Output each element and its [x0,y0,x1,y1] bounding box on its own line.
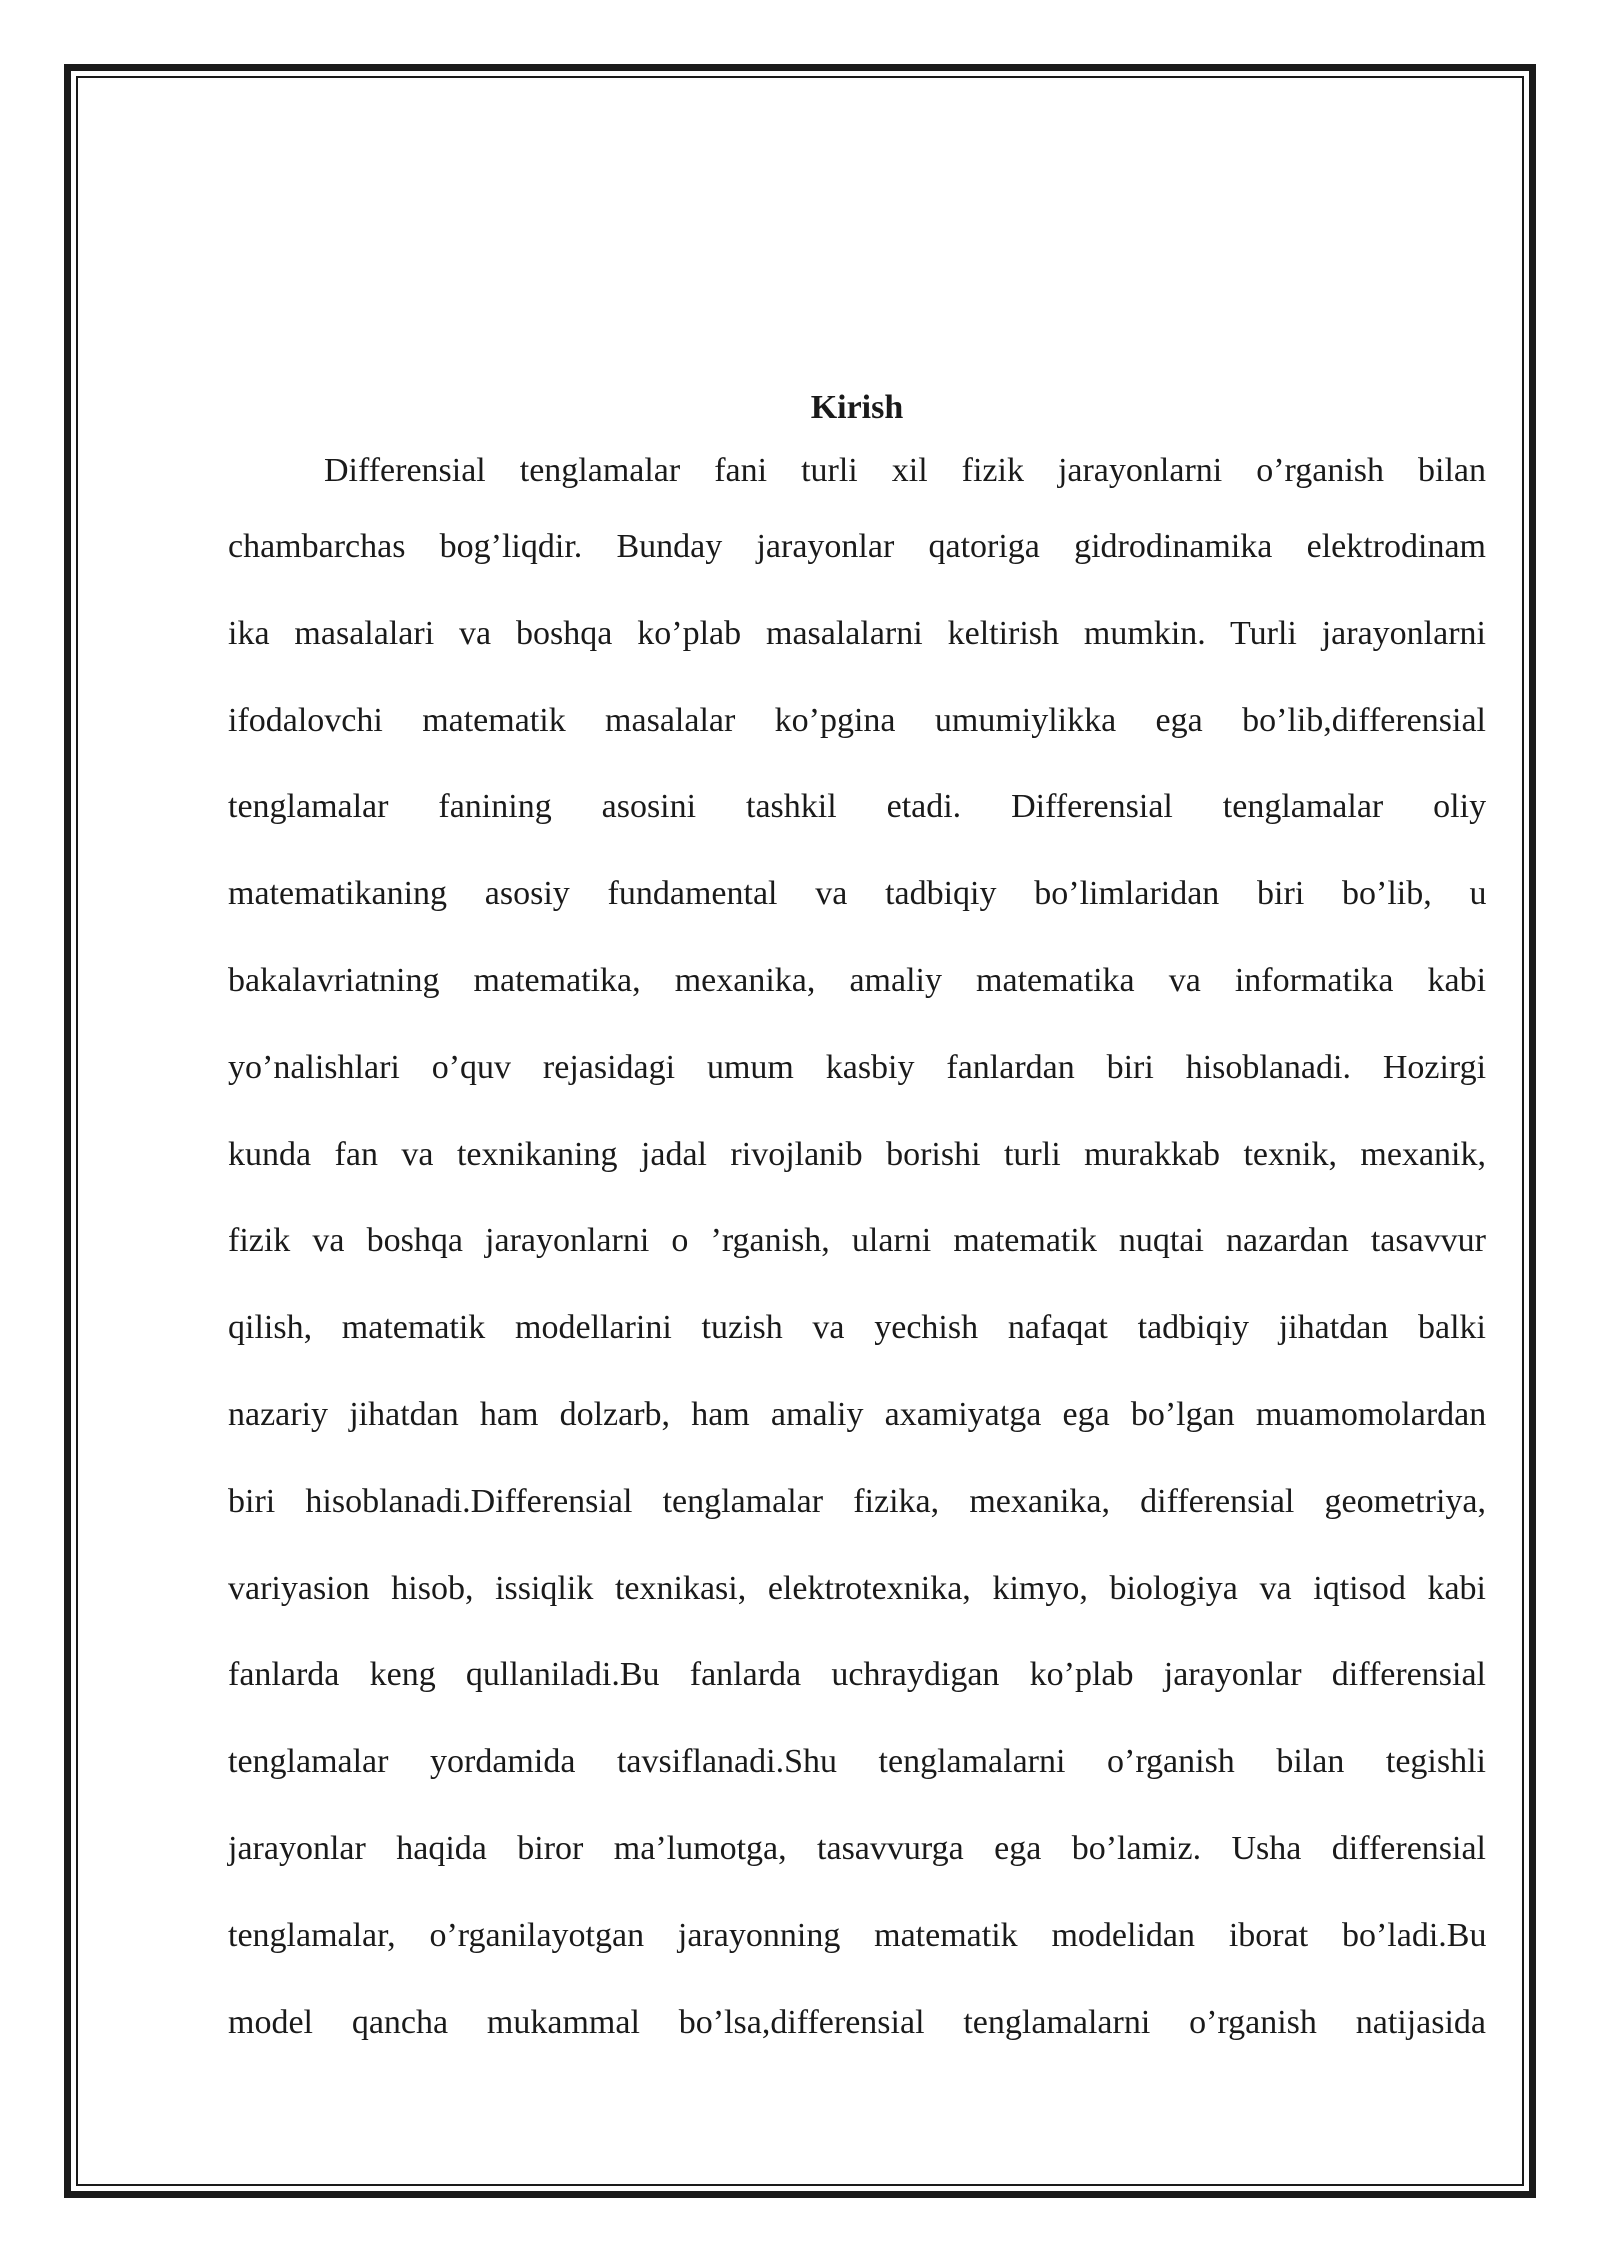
document-body [228,378,1486,2066]
paragraph-line: ifodalovchi matematik masalalar ko’pgina umumiylikka ega bo’lib,differensial [228,701,1486,739]
paragraph-line: tenglamalar yordamida tavsiflanadi.Shu tenglamalarni o’rganish bilan tegishli [228,1743,1486,1781]
paragraph-line: fanlarda keng qullaniladi.Bu fanlarda uchraydigan ko’plab jarayonlar differensial [228,1656,1486,1694]
paragraph-line: tenglamalar, o’rganilayotgan jarayonning matematik modelidan iborat bo’ladi.Bu [228,1916,1487,1954]
paragraph-line: model qancha mukammal bo’lsa,differensial tenglamalarni o’rganish natijasida [228,2003,1487,2041]
paragraph-line: matematikaning asosiy fundamental va tadbiqiy bo’limlaridan biri bo’lib, u [228,875,1487,913]
paragraph-line: kunda fan va texnikaning jadal rivojlanib borishi turli murakkab texnik, mexanik, [228,1135,1486,1173]
paragraph-line: fizik va boshqa jarayonlarni o ’rganish, ularni matematik nuqtai nazardan tasavvur [228,1222,1486,1260]
paragraph-line: biri hisoblanadi.Differensial tenglamalar fizika, mexanika, differensial geometriya, [228,1482,1486,1520]
paragraph-line: jarayonlar haqida biror ma’lumotga, tasavvurga ega bo’lamiz. Usha differensial [228,1829,1486,1867]
paragraph-line: chambarchas bog’liqdir. Bunday jarayonlar qatoriga gidrodinamika elektrodinam [228,528,1486,565]
paragraph-line: nazariy jihatdan ham dolzarb, ham amaliy axamiyatga ega bo’lgan muamomolardan [228,1395,1487,1433]
document-title: Kirish [810,389,904,426]
paragraph [228,438,1486,2066]
paragraph-line: variyasion hisob, issiqlik texnikasi, elektrotexnika, kimyo, biologiya va iqtisod kabi [228,1569,1486,1607]
paragraph-line: qilish, matematik modellarini tuzish va yechish nafaqat tadbiqiy jihatdan balki [228,1309,1486,1347]
paragraph-line: yo’nalishlari o’quv rejasidagi umum kasbiy fanlardan biri hisoblanadi. Hozirgi [228,1048,1487,1086]
paragraph-line: Differensial tenglamalar fani turli xil fizik jarayonlarni o’rganish bilan [324,452,1486,489]
paragraph-line: ika masalalari va boshqa ko’plab masalalarni keltirish mumkin. Turli jarayonlarni [228,614,1486,652]
paragraph-line: bakalavriatning matematika, mexanika, amaliy matematika va informatika kabi [228,961,1487,999]
paragraph-line: tenglamalar fanining asosini tashkil etadi. Differensial tenglamalar oliy [228,788,1487,826]
